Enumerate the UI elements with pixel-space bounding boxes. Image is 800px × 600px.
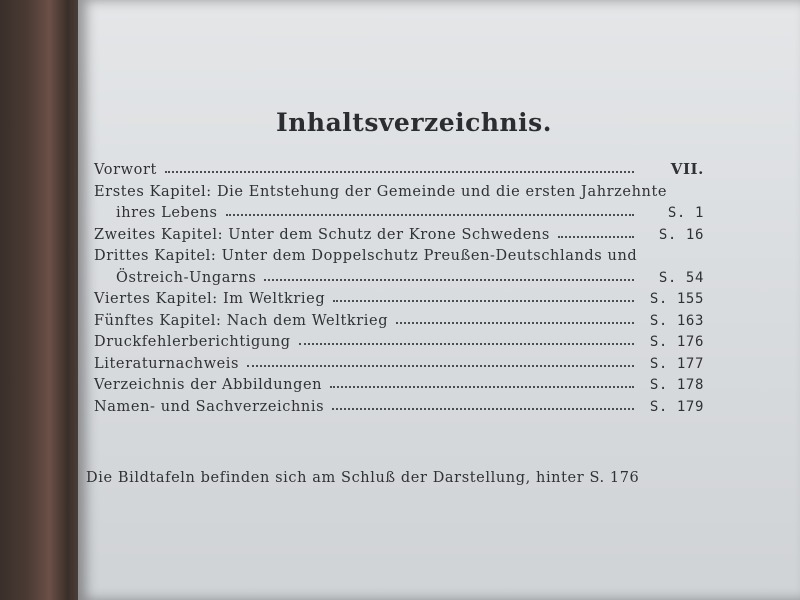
plates-note: Die Bildtafeln befinden sich am Schluß der Darstellung, hinter S. 176: [86, 470, 640, 486]
book-binding-edge: [0, 0, 90, 600]
toc-entry-text: Namen- und Sachverzeichnis: [94, 398, 325, 415]
toc-leader-dots: [396, 322, 634, 324]
book-page: [78, 0, 800, 600]
toc-leader-dots: [332, 408, 634, 410]
toc-entry-kapitel-3-cont: [94, 264, 704, 286]
toc-entry-abbildungen: [94, 372, 704, 394]
toc-entry-text: Erstes Kapitel: Die Entstehung der Gemeinde und die ersten Jahrzehnte: [94, 183, 668, 200]
toc-entry-literatur: [94, 350, 704, 372]
toc-entry-page: S. 163: [649, 312, 704, 329]
toc-entry-kapitel-5: [94, 307, 704, 329]
toc-entry-page: S. 177: [649, 355, 704, 372]
toc-entry-kapitel-1: [94, 178, 704, 200]
toc-entry-text: Viertes Kapitel: Im Weltkrieg: [94, 291, 326, 307]
toc-entry-page: S. 176: [649, 334, 704, 350]
toc-entry-kapitel-2: [94, 221, 704, 243]
toc-entry-page: S. 155: [649, 291, 704, 307]
toc-leader-dots: [299, 343, 634, 345]
toc-entry-register: [94, 393, 704, 415]
toc-entry-text: Östreich-Ungarns: [116, 269, 257, 286]
toc-entry-text: Verzeichnis der Abbildungen: [94, 377, 323, 393]
toc-entry-page: VII.: [670, 160, 704, 178]
toc-entry-text: Zweites Kapitel: Unter dem Schutz der Krone Schwedens: [94, 226, 550, 243]
toc-entry-druckfehler: [94, 329, 704, 351]
toc-entry-text: Fünftes Kapitel: Nach dem Weltkrieg: [94, 312, 389, 329]
page-title: Inhaltsverzeichnis.: [276, 108, 552, 137]
toc-entry-text: Vorwort: [94, 162, 157, 178]
toc-entry-page: S. 178: [649, 377, 704, 393]
toc-entry-kapitel-1-cont: [94, 200, 704, 222]
toc-leader-dots: [558, 236, 634, 238]
toc-leader-dots: [333, 300, 634, 302]
toc-entry-text: Druckfehlerberichtigung: [94, 334, 291, 350]
toc-entry-page: S. 1: [667, 205, 704, 221]
toc-entry-vorwort: [94, 160, 704, 178]
toc-entry-kapitel-4: [94, 286, 704, 308]
toc-leader-dots: [165, 171, 634, 173]
toc-entry-text: Drittes Kapitel: Unter dem Doppelschutz Preußen-Deutschlands und: [94, 248, 638, 264]
toc-leader-dots: [226, 214, 634, 216]
toc-leader-dots: [330, 386, 634, 388]
toc-leader-dots: [247, 365, 634, 367]
toc-entry-page: S. 179: [649, 398, 704, 415]
toc-entry-text: Literaturnachweis: [94, 355, 240, 372]
toc-entry-text: ihres Lebens: [116, 205, 218, 221]
toc-leader-dots: [264, 279, 634, 281]
toc-entry-page: S. 54: [658, 269, 704, 286]
toc-entry-kapitel-3: [94, 243, 704, 265]
toc-entry-page: S. 16: [658, 226, 704, 243]
table-of-contents: [94, 160, 704, 415]
